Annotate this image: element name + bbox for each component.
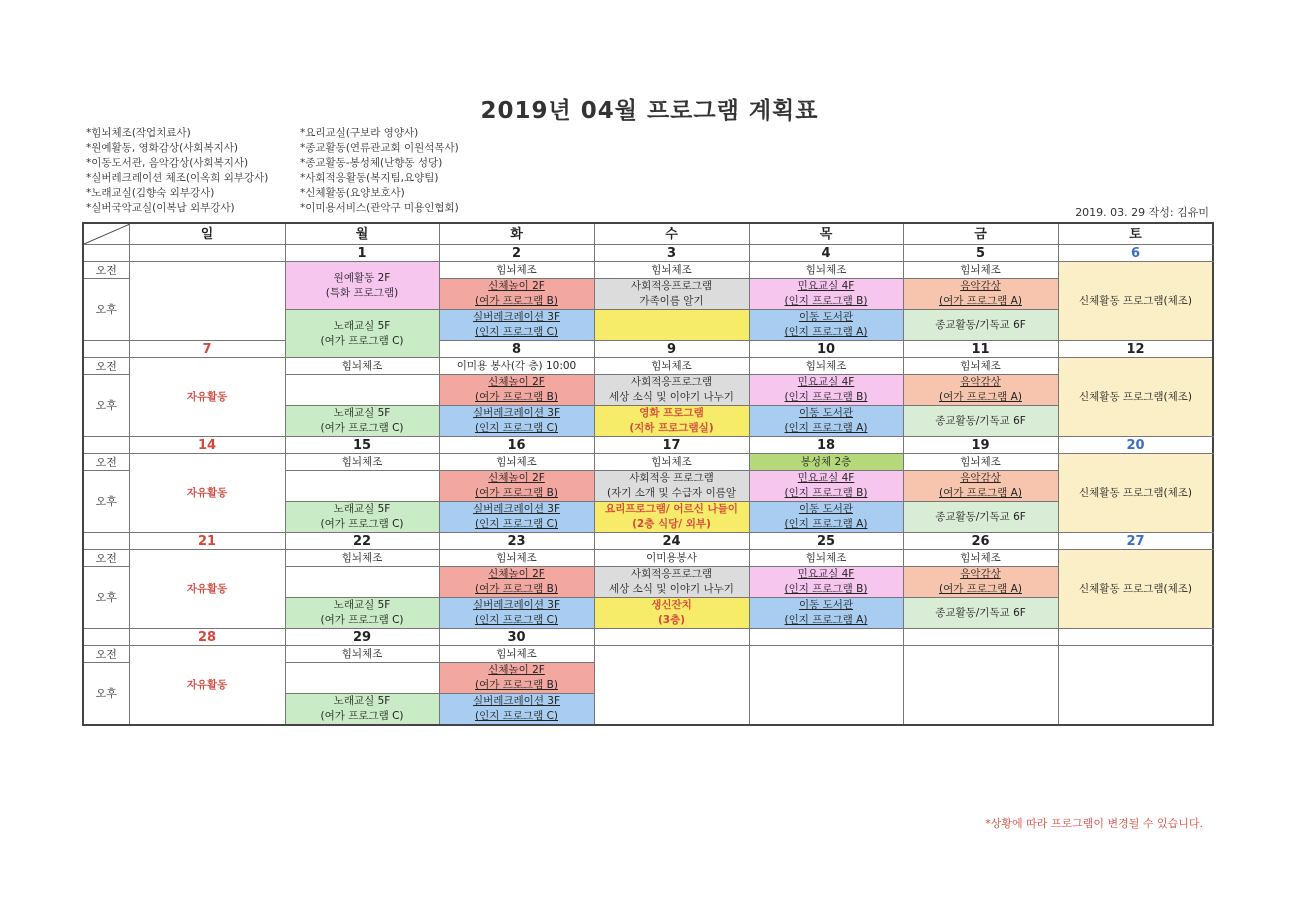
program-line: 사회적응프로그램 — [630, 280, 713, 292]
tuesday-program: 힘뇌체조 — [439, 550, 594, 567]
monday-am-cell: 힘뇌체조 — [285, 646, 439, 663]
program-line: 민요교실 4F — [797, 376, 855, 388]
program-line: 요리프로그램/ 어르신 나들이 — [605, 503, 738, 515]
weekday-mon: 월 — [285, 223, 439, 245]
program-line: 세상 소식 및 이야기 나누기 — [609, 391, 734, 403]
pm-label: 오후 — [83, 663, 129, 726]
friday-program — [903, 279, 1058, 310]
am-label: 오전 — [83, 646, 129, 663]
date-row — [83, 533, 1213, 550]
friday-program: 힘뇌체조 — [903, 550, 1058, 567]
sunday-cell: 자유활동 — [129, 646, 285, 726]
pm-label: 오후 — [83, 471, 129, 533]
thursday-program — [749, 279, 903, 310]
program-line: 영화 프로그램 — [639, 407, 704, 419]
wednesday-program — [594, 471, 749, 502]
tuesday-program — [439, 598, 594, 629]
date-number: 18 — [749, 437, 903, 454]
monday-blank-cell — [285, 567, 439, 598]
monday-pm-cell — [285, 310, 439, 358]
program-line: (여가 프로그램 A) — [939, 487, 1022, 499]
date-number: 12 — [1058, 341, 1213, 358]
thursday-program: 힘뇌체조 — [749, 262, 903, 279]
program-name: 원예활동 2F — [333, 271, 391, 284]
monday-am-cell: 힘뇌체조 — [285, 358, 439, 375]
program-line: 음악감상 — [960, 472, 1001, 484]
friday-program: 종교활동/기독교 6F — [903, 406, 1058, 437]
tuesday-program — [439, 694, 594, 726]
saturday-cell: 신체활동 프로그램(체조) — [1058, 262, 1213, 341]
program-name: 실버레크레이션 3F — [472, 407, 561, 419]
pm-label: 오후 — [83, 567, 129, 629]
program-line: 음악감상 — [960, 376, 1001, 388]
saturday-cell: 신체활동 프로그램(체조) — [1058, 358, 1213, 437]
date-row — [83, 629, 1213, 646]
monday-pm-cell — [285, 406, 439, 437]
note-item: *종교활동(연류관교회 이원석목사) — [300, 142, 459, 154]
am-label: 오전 — [83, 550, 129, 567]
date-number: 22 — [285, 533, 439, 550]
empty-day-cell — [594, 646, 749, 726]
program-line: 세상 소식 및 이야기 나누기 — [609, 583, 734, 595]
friday-program — [903, 471, 1058, 502]
program-line: 이동 도서관 — [798, 311, 854, 323]
staff-notes-right — [300, 126, 459, 216]
pm-label: 오후 — [83, 375, 129, 437]
program-name: 실버레크레이션 3F — [472, 695, 561, 707]
am-label: 오전 — [83, 358, 129, 375]
weekday-sun: 일 — [129, 223, 285, 245]
note-item: *사회적응활동(복지팀,요양팀) — [300, 172, 439, 184]
friday-program — [903, 375, 1058, 406]
program-type: (인지 프로그램 C) — [474, 422, 559, 434]
program-name: 실버레크레이션 3F — [472, 503, 561, 515]
date-number: 9 — [594, 341, 749, 358]
program-name: 실버레크레이션 3F — [472, 599, 561, 611]
date-number: 20 — [1058, 437, 1213, 454]
thursday-program — [749, 598, 903, 629]
date-number: 7 — [129, 341, 285, 358]
empty-day-cell — [749, 646, 903, 726]
sunday-cell: 자유활동 — [129, 550, 285, 629]
tuesday-program: 힘뇌체조 — [439, 454, 594, 471]
date-number: 14 — [129, 437, 285, 454]
program-line: 민요교실 4F — [797, 568, 855, 580]
thursday-program — [749, 310, 903, 341]
weekday-fri: 금 — [903, 223, 1058, 245]
program-line: 음악감상 — [960, 568, 1001, 580]
date-number: 25 — [749, 533, 903, 550]
program-line: (인지 프로그램 B) — [784, 487, 868, 499]
program-type: (여가 프로그램 B) — [475, 295, 558, 307]
program-type: (여가 프로그램 C) — [320, 334, 404, 347]
program-line: 민요교실 4F — [797, 472, 855, 484]
program-line: (인지 프로그램 A) — [784, 614, 868, 626]
sunday-cell — [129, 262, 285, 341]
program-type: (인지 프로그램 C) — [474, 710, 559, 722]
author-date: 2019. 03. 29 작성: 김유미 — [1075, 206, 1209, 219]
friday-program: 힘뇌체조 — [903, 262, 1058, 279]
date-number: 29 — [285, 629, 439, 646]
date-label-spacer — [83, 533, 129, 550]
program-line: 사회적응프로그램 — [630, 568, 713, 580]
monday-blank-cell — [285, 375, 439, 406]
program-type: (여가 프로그램 B) — [475, 391, 558, 403]
program-calendar — [82, 222, 1214, 726]
date-row — [83, 341, 1213, 358]
program-type: (여가 프로그램 C) — [320, 614, 404, 626]
program-type: (여가 프로그램 B) — [475, 583, 558, 595]
program-name: 신체놀이 2F — [488, 280, 545, 292]
thursday-program: 힘뇌체조 — [749, 550, 903, 567]
monday-am-cell: 힘뇌체조 — [285, 550, 439, 567]
empty-day-cell — [1058, 646, 1213, 726]
program-name: 노래교실 5F — [333, 503, 391, 515]
thursday-program: 힘뇌체조 — [749, 358, 903, 375]
weekday-tue: 화 — [439, 223, 594, 245]
program-name: 노래교실 5F — [333, 599, 391, 611]
program-type: (인지 프로그램 C) — [474, 614, 559, 626]
sunday-cell: 자유활동 — [129, 454, 285, 533]
date-number: 15 — [285, 437, 439, 454]
am-label: 오전 — [83, 262, 129, 279]
tuesday-program — [439, 279, 594, 310]
program-type: (여가 프로그램 C) — [320, 518, 404, 530]
wednesday-program — [594, 502, 749, 533]
note-item: *실버레크레이션 체조(이옥희 외부강사) — [86, 172, 269, 184]
date-number — [749, 629, 903, 646]
wednesday-program — [594, 310, 749, 341]
wednesday-program — [594, 567, 749, 598]
program-name: 신체놀이 2F — [488, 472, 545, 484]
empty-day-cell — [903, 646, 1058, 726]
thursday-program — [749, 567, 903, 598]
date-number: 3 — [594, 245, 749, 262]
date-number: 17 — [594, 437, 749, 454]
date-number: 1 — [285, 245, 439, 262]
program-line: 이동 도서관 — [798, 407, 854, 419]
monday-pm-cell — [285, 694, 439, 726]
friday-program: 종교활동/기독교 6F — [903, 310, 1058, 341]
schedule-row — [83, 454, 1213, 471]
date-number: 28 — [129, 629, 285, 646]
program-line: 음악감상 — [960, 280, 1001, 292]
footer-note: *상황에 따라 프로그램이 변경될 수 있습니다. — [985, 817, 1203, 830]
diagonal-line-icon — [84, 224, 129, 244]
program-line: (여가 프로그램 A) — [939, 295, 1022, 307]
program-line: (2층 식당/ 외부) — [632, 518, 711, 530]
program-type: (인지 프로그램 C) — [474, 518, 559, 530]
note-item: *이미용서비스(관악구 미용인협회) — [300, 202, 459, 214]
program-line: 이동 도서관 — [798, 599, 854, 611]
date-number: 4 — [749, 245, 903, 262]
program-type: (특화 프로그램) — [325, 286, 399, 299]
date-label-spacer — [83, 437, 129, 454]
monday-am-cell — [285, 262, 439, 310]
note-item: *실버국악교실(이복남 외부강사) — [86, 202, 235, 214]
date-label-spacer — [83, 245, 129, 262]
am-label: 오전 — [83, 454, 129, 471]
corner-cell — [83, 223, 129, 245]
program-type: (인지 프로그램 C) — [474, 326, 559, 338]
program-line: 이동 도서관 — [798, 503, 854, 515]
weekday-header-row — [83, 223, 1213, 245]
date-number — [594, 629, 749, 646]
program-name: 노래교실 5F — [333, 319, 391, 332]
friday-program: 종교활동/기독교 6F — [903, 598, 1058, 629]
program-type: (여가 프로그램 C) — [320, 710, 404, 722]
program-name: 신체놀이 2F — [488, 376, 545, 388]
tuesday-program — [439, 567, 594, 598]
tuesday-program: 힘뇌체조 — [439, 262, 594, 279]
tuesday-program — [439, 375, 594, 406]
program-line: (인지 프로그램 A) — [784, 422, 868, 434]
monday-pm-cell — [285, 598, 439, 629]
tuesday-program — [439, 310, 594, 341]
program-name: 신체놀이 2F — [488, 568, 545, 580]
tuesday-program — [439, 502, 594, 533]
program-name: 노래교실 5F — [333, 407, 391, 419]
program-line: (3층) — [657, 614, 686, 626]
monday-blank-cell — [285, 471, 439, 502]
saturday-cell: 신체활동 프로그램(체조) — [1058, 454, 1213, 533]
program-line: (여가 프로그램 A) — [939, 391, 1022, 403]
program-type: (여가 프로그램 B) — [475, 487, 558, 499]
monday-am-cell: 힘뇌체조 — [285, 454, 439, 471]
schedule-row — [83, 262, 1213, 279]
friday-program — [903, 567, 1058, 598]
date-number — [903, 629, 1058, 646]
thursday-program — [749, 375, 903, 406]
friday-program: 힘뇌체조 — [903, 358, 1058, 375]
program-name: 노래교실 5F — [333, 695, 391, 707]
date-label-spacer — [83, 341, 129, 358]
program-type: (여가 프로그램 C) — [320, 422, 404, 434]
date-number: 5 — [903, 245, 1058, 262]
note-item: *노래교실(김향숙 외부강사) — [86, 187, 215, 199]
wednesday-program — [594, 279, 749, 310]
date-number: 26 — [903, 533, 1058, 550]
wednesday-program — [594, 375, 749, 406]
schedule-row — [83, 358, 1213, 375]
wednesday-program: 힘뇌체조 — [594, 262, 749, 279]
monday-pm-cell — [285, 502, 439, 533]
date-number: 11 — [903, 341, 1058, 358]
date-number: 8 — [439, 341, 594, 358]
schedule-row — [83, 646, 1213, 663]
program-line: (인지 프로그램 A) — [784, 326, 868, 338]
date-label-spacer — [83, 629, 129, 646]
note-item: *원예활동, 영화감상(사회복지사) — [86, 142, 238, 154]
date-number: 21 — [129, 533, 285, 550]
wednesday-program: 이미용봉사 — [594, 550, 749, 567]
weekday-wed: 수 — [594, 223, 749, 245]
tuesday-program: 이미용 봉사(각 층) 10:00 — [439, 358, 594, 375]
program-line: 민요교실 4F — [797, 280, 855, 292]
program-name: 신체놀이 2F — [488, 664, 545, 676]
date-number: 10 — [749, 341, 903, 358]
note-item: *이동도서관, 음악감상(사회복지사) — [86, 157, 249, 169]
staff-notes-left — [86, 126, 268, 216]
date-number: 23 — [439, 533, 594, 550]
pm-label: 오후 — [83, 279, 129, 341]
date-number: 16 — [439, 437, 594, 454]
sunday-cell: 자유활동 — [129, 358, 285, 437]
program-line: (자기 소개 및 수급자 이름알 — [606, 487, 737, 499]
tuesday-program — [439, 663, 594, 694]
tuesday-program — [439, 471, 594, 502]
date-number — [1058, 629, 1213, 646]
program-line: 생신잔치 — [651, 599, 692, 611]
date-number: 30 — [439, 629, 594, 646]
weekday-sat: 토 — [1058, 223, 1213, 245]
date-row — [83, 245, 1213, 262]
date-number — [129, 245, 285, 262]
schedule-row — [83, 550, 1213, 567]
program-line: (여가 프로그램 A) — [939, 583, 1022, 595]
date-row — [83, 437, 1213, 454]
program-line: 사회적응 프로그램 — [629, 472, 714, 484]
program-type: (여가 프로그램 B) — [475, 679, 558, 691]
date-number: 6 — [1058, 245, 1213, 262]
program-name: 실버레크레이션 3F — [472, 311, 561, 323]
wednesday-program — [594, 406, 749, 437]
program-line: (인지 프로그램 B) — [784, 391, 868, 403]
program-line: 가족이름 알기 — [639, 295, 704, 307]
thursday-program — [749, 471, 903, 502]
date-number: 24 — [594, 533, 749, 550]
friday-program: 힘뇌체조 — [903, 454, 1058, 471]
wednesday-program: 힘뇌체조 — [594, 454, 749, 471]
saturday-cell: 신체활동 프로그램(체조) — [1058, 550, 1213, 629]
wednesday-program — [594, 598, 749, 629]
note-item: *요리교실(구보라 영양사) — [300, 127, 419, 139]
wednesday-program: 힘뇌체조 — [594, 358, 749, 375]
date-number: 19 — [903, 437, 1058, 454]
thursday-program — [749, 406, 903, 437]
program-line: (지하 프로그램실) — [629, 422, 714, 434]
note-item: *힘뇌체조(작업치료사) — [86, 127, 191, 139]
date-number: 27 — [1058, 533, 1213, 550]
weekday-thu: 목 — [749, 223, 903, 245]
page-title: 2019년 04월 프로그램 계획표 — [480, 98, 819, 124]
tuesday-program — [439, 406, 594, 437]
note-item: *종교활동-봉성체(난향동 성당) — [300, 157, 443, 169]
monday-blank-cell — [285, 663, 439, 694]
program-line: (인지 프로그램 A) — [784, 518, 868, 530]
thursday-program: 봉성체 2층 — [749, 454, 903, 471]
tuesday-program: 힘뇌체조 — [439, 646, 594, 663]
program-line: (인지 프로그램 B) — [784, 295, 868, 307]
date-number: 2 — [439, 245, 594, 262]
thursday-program — [749, 502, 903, 533]
program-line: (인지 프로그램 B) — [784, 583, 868, 595]
note-item: *신체활동(요양보호사) — [300, 187, 405, 199]
friday-program: 종교활동/기독교 6F — [903, 502, 1058, 533]
program-line: 사회적응프로그램 — [630, 376, 713, 388]
